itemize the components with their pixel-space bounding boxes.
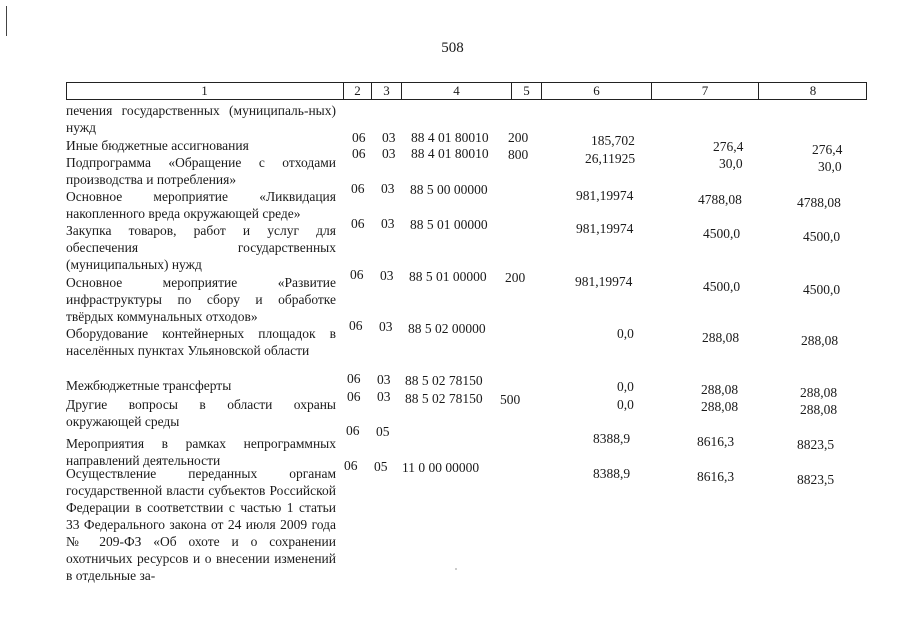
cell-amount-1: 185,702 [591,133,635,148]
header-col-3: 3 [371,82,401,100]
cell-amount-3: 4788,08 [797,195,841,210]
cell-target-article: 88 4 01 80010 [411,146,489,161]
cell-amount-2: 288,08 [701,399,739,414]
header-col-1: 1 [201,83,208,98]
cell-amount-2: 30,0 [719,156,743,171]
scan-speck [455,568,457,570]
cell-amount-3: 8823,5 [797,437,835,452]
cell-subsection: 05 [374,459,388,474]
cell-amount-3: 288,08 [800,385,838,400]
row-description: Основное мероприятие «Развитие инфраструктуры по сбору и обработке твёрдых коммунальных отходов» [66,275,336,324]
cell-target-article: 88 5 01 00000 [410,217,488,232]
header-col-4: 4 [401,82,511,100]
cell-expense-type: 200 [505,270,526,285]
cell-target-article: 88 5 02 78150 [405,391,483,406]
header-col-2: 2 [343,82,371,100]
cell-target-article: 88 4 01 80010 [411,130,489,145]
cell-section: 06 [347,389,361,404]
header-col-6: 6 [541,82,651,100]
row-description: печения государственных (муниципаль-ных) нужд [66,103,336,135]
cell-subsection: 03 [377,389,391,404]
cell-expense-type: 800 [508,147,529,162]
cell-amount-1: 981,19974 [576,221,634,236]
cell-section: 06 [352,146,366,161]
cell-amount-2: 288,08 [702,330,740,345]
cell-amount-3: 288,08 [800,402,838,417]
cell-amount-2: 4500,0 [703,279,741,294]
cell-target-article: 88 5 02 78150 [405,373,483,388]
cell-amount-3: 30,0 [818,159,842,174]
cell-amount-1: 981,19974 [575,274,633,289]
cell-section: 06 [344,458,358,473]
cell-subsection: 03 [382,130,396,145]
cell-subsection: 03 [381,181,395,196]
row-description: Закупка товаров, работ и услуг для обеспечения государственных (муниципальных) нужд [66,223,336,272]
cell-expense-type: 200 [508,130,529,145]
cell-amount-3: 4500,0 [803,229,841,244]
cell-amount-3: 4500,0 [803,282,841,297]
cell-amount-2: 8616,3 [697,469,735,484]
cell-section: 06 [352,130,366,145]
cell-section: 06 [346,423,360,438]
cell-amount-3: 8823,5 [797,472,835,487]
row-description: Оборудование контейнерных площадок в населённых пунктах Ульяновской области [66,326,336,358]
cell-amount-2: 276,4 [713,139,744,154]
cell-target-article: 11 0 00 00000 [402,460,480,475]
cell-amount-1: 981,19974 [576,188,634,203]
cell-amount-1: 0,0 [617,397,634,412]
cell-section: 06 [351,216,365,231]
cell-subsection: 03 [377,372,391,387]
cell-section: 06 [347,371,361,386]
cell-expense-type: 500 [500,392,521,407]
page-number: 508 [441,40,464,56]
cell-amount-2: 4500,0 [703,226,741,241]
header-col-7: 7 [651,82,758,100]
row-description: Подпрограмма «Обращение с отходами производства и потребления» [66,155,336,187]
cell-amount-2: 288,08 [701,382,739,397]
cell-amount-2: 8616,3 [697,434,735,449]
cell-amount-1: 26,11925 [585,151,636,166]
cell-section: 06 [349,318,363,333]
row-description: Осуществление переданных органам государственной власти субъектов Российской Федерации в соответствии с частью 1 статьи 33 Федерального закона от 24 июля 2009 года № 209-ФЗ «Об охоте и о сохранении охотничьих ресурсов и о внесении изменений в отдельные за- [66,466,336,583]
cell-amount-1: 0,0 [617,379,634,394]
cell-subsection: 03 [380,268,394,283]
cell-target-article: 88 5 02 00000 [408,321,486,336]
row-description: Другие вопросы в области охраны окружающей среды [66,397,336,429]
cell-amount-1: 8388,9 [593,466,631,481]
cell-subsection: 03 [381,216,395,231]
header-col-8: 8 [758,82,867,100]
row-description: Основное мероприятие «Ликвидация накопленного вреда окружающей среде» [66,189,336,221]
row-description: Мероприятия в рамках непрограммных направлений деятельности [66,436,336,468]
cell-subsection: 03 [382,146,396,161]
cell-amount-2: 4788,08 [698,192,742,207]
cell-subsection: 03 [379,319,393,334]
cell-target-article: 88 5 01 00000 [409,269,487,284]
cell-target-article: 88 5 00 00000 [410,182,488,197]
margin-mark [6,6,7,36]
row-description: Иные бюджетные ассигнования [66,138,249,153]
header-col-5: 5 [511,82,541,100]
cell-section: 06 [350,267,364,282]
cell-amount-3: 288,08 [801,333,839,348]
cell-amount-1: 0,0 [617,326,634,341]
row-description: Межбюджетные трансферты [66,378,232,393]
cell-section: 06 [351,181,365,196]
cell-amount-3: 276,4 [812,142,843,157]
cell-amount-1: 8388,9 [593,431,631,446]
cell-subsection: 05 [376,424,390,439]
